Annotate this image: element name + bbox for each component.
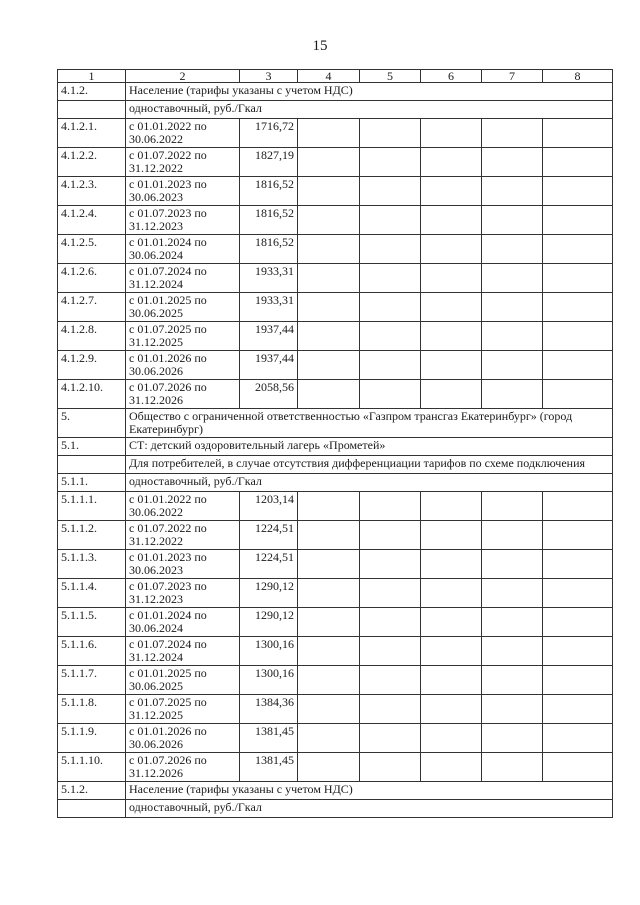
row-code: 5.1.1.10. bbox=[58, 753, 126, 782]
row-code: 5.1.1.3. bbox=[58, 550, 126, 579]
empty-cell bbox=[482, 724, 543, 753]
tariff-value: 1224,51 bbox=[240, 521, 298, 550]
table-row bbox=[58, 293, 613, 322]
row-code: 4.1.2.8. bbox=[58, 322, 126, 351]
empty-cell bbox=[543, 148, 613, 177]
section-title: одноставочный, руб./Гкал bbox=[126, 800, 613, 818]
empty-cell bbox=[421, 521, 482, 550]
period-cell: с 01.01.2024 по 30.06.2024 bbox=[126, 235, 240, 264]
empty-cell bbox=[360, 666, 421, 695]
table-row bbox=[58, 637, 613, 666]
empty-cell bbox=[298, 351, 360, 380]
table-row bbox=[58, 206, 613, 235]
empty-cell bbox=[543, 637, 613, 666]
empty-cell bbox=[360, 235, 421, 264]
empty-cell bbox=[360, 264, 421, 293]
empty-cell bbox=[360, 351, 421, 380]
empty-cell bbox=[421, 351, 482, 380]
table-row bbox=[58, 83, 613, 101]
row-code: 4.1.2.7. bbox=[58, 293, 126, 322]
empty-cell bbox=[298, 380, 360, 409]
empty-cell bbox=[360, 579, 421, 608]
empty-cell bbox=[543, 608, 613, 637]
empty-cell bbox=[482, 695, 543, 724]
tariff-value: 1203,14 bbox=[240, 492, 298, 521]
empty-cell bbox=[482, 579, 543, 608]
period-cell: с 01.07.2022 по 31.12.2022 bbox=[126, 521, 240, 550]
table-row bbox=[58, 351, 613, 380]
table-row bbox=[58, 695, 613, 724]
tariff-table-body bbox=[58, 70, 613, 818]
empty-cell bbox=[543, 293, 613, 322]
period-cell: с 01.07.2022 по 31.12.2022 bbox=[126, 148, 240, 177]
empty-cell bbox=[421, 695, 482, 724]
row-code: 4.1.2.3. bbox=[58, 177, 126, 206]
row-code: 4.1.2.4. bbox=[58, 206, 126, 235]
period-cell: с 01.07.2024 по 31.12.2024 bbox=[126, 264, 240, 293]
empty-cell bbox=[482, 666, 543, 695]
empty-cell bbox=[482, 492, 543, 521]
period-cell: с 01.01.2026 по 30.06.2026 bbox=[126, 724, 240, 753]
tariff-value: 1290,12 bbox=[240, 579, 298, 608]
empty-cell bbox=[298, 695, 360, 724]
empty-cell bbox=[360, 521, 421, 550]
column-number-header: 1 bbox=[58, 70, 126, 83]
row-code: 5.1.1.8. bbox=[58, 695, 126, 724]
empty-cell bbox=[482, 148, 543, 177]
empty-cell bbox=[360, 293, 421, 322]
empty-cell bbox=[298, 608, 360, 637]
empty-cell bbox=[360, 492, 421, 521]
empty-cell bbox=[482, 753, 543, 782]
row-code: 4.1.2.10. bbox=[58, 380, 126, 409]
empty-cell bbox=[298, 177, 360, 206]
empty-cell bbox=[421, 119, 482, 148]
row-code: 5.1.1.5. bbox=[58, 608, 126, 637]
table-row bbox=[58, 177, 613, 206]
empty-cell bbox=[543, 550, 613, 579]
column-number-header: 3 bbox=[240, 70, 298, 83]
empty-cell bbox=[543, 492, 613, 521]
period-cell: с 01.01.2023 по 30.06.2023 bbox=[126, 177, 240, 206]
empty-cell bbox=[543, 666, 613, 695]
empty-cell bbox=[360, 119, 421, 148]
empty-cell bbox=[421, 148, 482, 177]
row-code: 4.1.2. bbox=[58, 83, 126, 101]
section-title: одноставочный, руб./Гкал bbox=[126, 101, 613, 119]
section-title: одноставочный, руб./Гкал bbox=[126, 474, 613, 492]
column-number-header: 5 bbox=[360, 70, 421, 83]
empty-cell bbox=[360, 380, 421, 409]
section-title: Население (тарифы указаны с учетом НДС) bbox=[126, 83, 613, 101]
empty-cell bbox=[421, 753, 482, 782]
period-cell: с 01.07.2025 по 31.12.2025 bbox=[126, 322, 240, 351]
table-row bbox=[58, 579, 613, 608]
empty-cell bbox=[482, 521, 543, 550]
section-title: Для потребителей, в случае отсутствия дифференциации тарифов по схеме подключения bbox=[126, 456, 613, 474]
table-row bbox=[58, 409, 613, 438]
row-code: 5.1. bbox=[58, 438, 126, 456]
row-code: 4.1.2.2. bbox=[58, 148, 126, 177]
period-cell: с 01.01.2025 по 30.06.2025 bbox=[126, 293, 240, 322]
page-number: 15 bbox=[312, 38, 328, 54]
empty-cell bbox=[482, 637, 543, 666]
empty-cell bbox=[482, 264, 543, 293]
empty-cell bbox=[360, 695, 421, 724]
tariff-value: 1290,12 bbox=[240, 608, 298, 637]
row-code: 4.1.2.5. bbox=[58, 235, 126, 264]
empty-cell bbox=[482, 322, 543, 351]
column-number-header: 8 bbox=[543, 70, 613, 83]
period-cell: с 01.07.2026 по 31.12.2026 bbox=[126, 380, 240, 409]
empty-cell bbox=[298, 264, 360, 293]
empty-cell bbox=[421, 550, 482, 579]
tariff-value: 1937,44 bbox=[240, 351, 298, 380]
row-code: 5.1.1.1. bbox=[58, 492, 126, 521]
empty-cell bbox=[360, 550, 421, 579]
empty-cell bbox=[298, 666, 360, 695]
empty-cell bbox=[421, 724, 482, 753]
empty-cell bbox=[543, 235, 613, 264]
table-row bbox=[58, 264, 613, 293]
table-header-row bbox=[58, 70, 613, 83]
empty-cell bbox=[482, 380, 543, 409]
empty-cell bbox=[421, 177, 482, 206]
empty-cell bbox=[543, 351, 613, 380]
section-title: СТ: детский оздоровительный лагерь «Прометей» bbox=[126, 438, 613, 456]
table-row bbox=[58, 492, 613, 521]
table-row bbox=[58, 456, 613, 474]
empty-cell bbox=[543, 521, 613, 550]
empty-cell bbox=[543, 119, 613, 148]
row-code: 5.1.1. bbox=[58, 474, 126, 492]
table-row bbox=[58, 101, 613, 119]
period-cell: с 01.01.2022 по 30.06.2022 bbox=[126, 492, 240, 521]
empty-cell bbox=[482, 293, 543, 322]
empty-cell bbox=[360, 177, 421, 206]
empty-cell bbox=[298, 492, 360, 521]
empty-cell bbox=[421, 637, 482, 666]
empty-cell bbox=[421, 322, 482, 351]
empty-cell bbox=[543, 724, 613, 753]
period-cell: с 01.07.2023 по 31.12.2023 bbox=[126, 206, 240, 235]
empty-cell bbox=[360, 148, 421, 177]
tariff-value: 1381,45 bbox=[240, 724, 298, 753]
empty-cell bbox=[543, 695, 613, 724]
period-cell: с 01.07.2025 по 31.12.2025 bbox=[126, 695, 240, 724]
empty-cell bbox=[360, 608, 421, 637]
tariff-value: 1937,44 bbox=[240, 322, 298, 351]
tariff-value: 1816,52 bbox=[240, 206, 298, 235]
tariff-value: 1933,31 bbox=[240, 264, 298, 293]
empty-cell bbox=[421, 380, 482, 409]
row-code bbox=[58, 800, 126, 818]
empty-cell bbox=[298, 637, 360, 666]
empty-cell bbox=[421, 492, 482, 521]
row-code: 5.1.1.7. bbox=[58, 666, 126, 695]
table-row bbox=[58, 753, 613, 782]
column-number-header: 2 bbox=[126, 70, 240, 83]
empty-cell bbox=[543, 322, 613, 351]
table-row bbox=[58, 474, 613, 492]
tariff-value: 1300,16 bbox=[240, 666, 298, 695]
empty-cell bbox=[543, 380, 613, 409]
column-number-header: 4 bbox=[298, 70, 360, 83]
empty-cell bbox=[360, 637, 421, 666]
empty-cell bbox=[298, 293, 360, 322]
row-code: 5.1.2. bbox=[58, 782, 126, 800]
empty-cell bbox=[482, 608, 543, 637]
tariff-value: 1827,19 bbox=[240, 148, 298, 177]
row-code: 5.1.1.2. bbox=[58, 521, 126, 550]
empty-cell bbox=[421, 264, 482, 293]
table-row bbox=[58, 148, 613, 177]
row-code: 4.1.2.9. bbox=[58, 351, 126, 380]
empty-cell bbox=[298, 119, 360, 148]
row-code: 5.1.1.6. bbox=[58, 637, 126, 666]
empty-cell bbox=[421, 235, 482, 264]
table-row bbox=[58, 521, 613, 550]
tariff-value: 1716,72 bbox=[240, 119, 298, 148]
period-cell: с 01.01.2022 по 30.06.2022 bbox=[126, 119, 240, 148]
section-title: Население (тарифы указаны с учетом НДС) bbox=[126, 782, 613, 800]
empty-cell bbox=[421, 206, 482, 235]
tariff-value: 1933,31 bbox=[240, 293, 298, 322]
empty-cell bbox=[482, 550, 543, 579]
empty-cell bbox=[421, 666, 482, 695]
tariff-value: 1224,51 bbox=[240, 550, 298, 579]
table-row bbox=[58, 550, 613, 579]
empty-cell bbox=[421, 608, 482, 637]
table-row bbox=[58, 724, 613, 753]
empty-cell bbox=[543, 753, 613, 782]
row-code: 4.1.2.6. bbox=[58, 264, 126, 293]
period-cell: с 01.01.2023 по 30.06.2023 bbox=[126, 550, 240, 579]
table-row bbox=[58, 380, 613, 409]
empty-cell bbox=[543, 206, 613, 235]
empty-cell bbox=[482, 206, 543, 235]
empty-cell bbox=[543, 579, 613, 608]
empty-cell bbox=[298, 521, 360, 550]
empty-cell bbox=[298, 148, 360, 177]
period-cell: с 01.01.2025 по 30.06.2025 bbox=[126, 666, 240, 695]
tariff-value: 1816,52 bbox=[240, 177, 298, 206]
table-row bbox=[58, 782, 613, 800]
period-cell: с 01.07.2023 по 31.12.2023 bbox=[126, 579, 240, 608]
period-cell: с 01.07.2026 по 31.12.2026 bbox=[126, 753, 240, 782]
table-row bbox=[58, 119, 613, 148]
table-row bbox=[58, 322, 613, 351]
empty-cell bbox=[360, 753, 421, 782]
table-row bbox=[58, 235, 613, 264]
empty-cell bbox=[298, 206, 360, 235]
table-row bbox=[58, 800, 613, 818]
column-number-header: 7 bbox=[482, 70, 543, 83]
tariff-value: 1384,36 bbox=[240, 695, 298, 724]
empty-cell bbox=[298, 235, 360, 264]
period-cell: с 01.01.2024 по 30.06.2024 bbox=[126, 608, 240, 637]
row-code bbox=[58, 456, 126, 474]
empty-cell bbox=[298, 550, 360, 579]
empty-cell bbox=[360, 724, 421, 753]
table-row bbox=[58, 666, 613, 695]
period-cell: с 01.01.2026 по 30.06.2026 bbox=[126, 351, 240, 380]
table-row bbox=[58, 438, 613, 456]
empty-cell bbox=[421, 579, 482, 608]
empty-cell bbox=[421, 293, 482, 322]
tariff-value: 2058,56 bbox=[240, 380, 298, 409]
empty-cell bbox=[482, 235, 543, 264]
row-code: 5. bbox=[58, 409, 126, 438]
empty-cell bbox=[543, 264, 613, 293]
tariff-table bbox=[57, 69, 613, 818]
empty-cell bbox=[482, 119, 543, 148]
column-number-header: 6 bbox=[421, 70, 482, 83]
period-cell: с 01.07.2024 по 31.12.2024 bbox=[126, 637, 240, 666]
empty-cell bbox=[298, 322, 360, 351]
tariff-value: 1816,52 bbox=[240, 235, 298, 264]
tariff-value: 1381,45 bbox=[240, 753, 298, 782]
row-code: 5.1.1.9. bbox=[58, 724, 126, 753]
row-code bbox=[58, 101, 126, 119]
row-code: 5.1.1.4. bbox=[58, 579, 126, 608]
empty-cell bbox=[482, 351, 543, 380]
empty-cell bbox=[298, 579, 360, 608]
empty-cell bbox=[543, 177, 613, 206]
table-row bbox=[58, 608, 613, 637]
empty-cell bbox=[298, 724, 360, 753]
empty-cell bbox=[360, 206, 421, 235]
empty-cell bbox=[482, 177, 543, 206]
empty-cell bbox=[298, 753, 360, 782]
section-title: Общество с ограниченной ответственностью «Газпром трансгаз Екатеринбург» (город Екатеринбург) bbox=[126, 409, 613, 438]
empty-cell bbox=[360, 322, 421, 351]
row-code: 4.1.2.1. bbox=[58, 119, 126, 148]
tariff-value: 1300,16 bbox=[240, 637, 298, 666]
